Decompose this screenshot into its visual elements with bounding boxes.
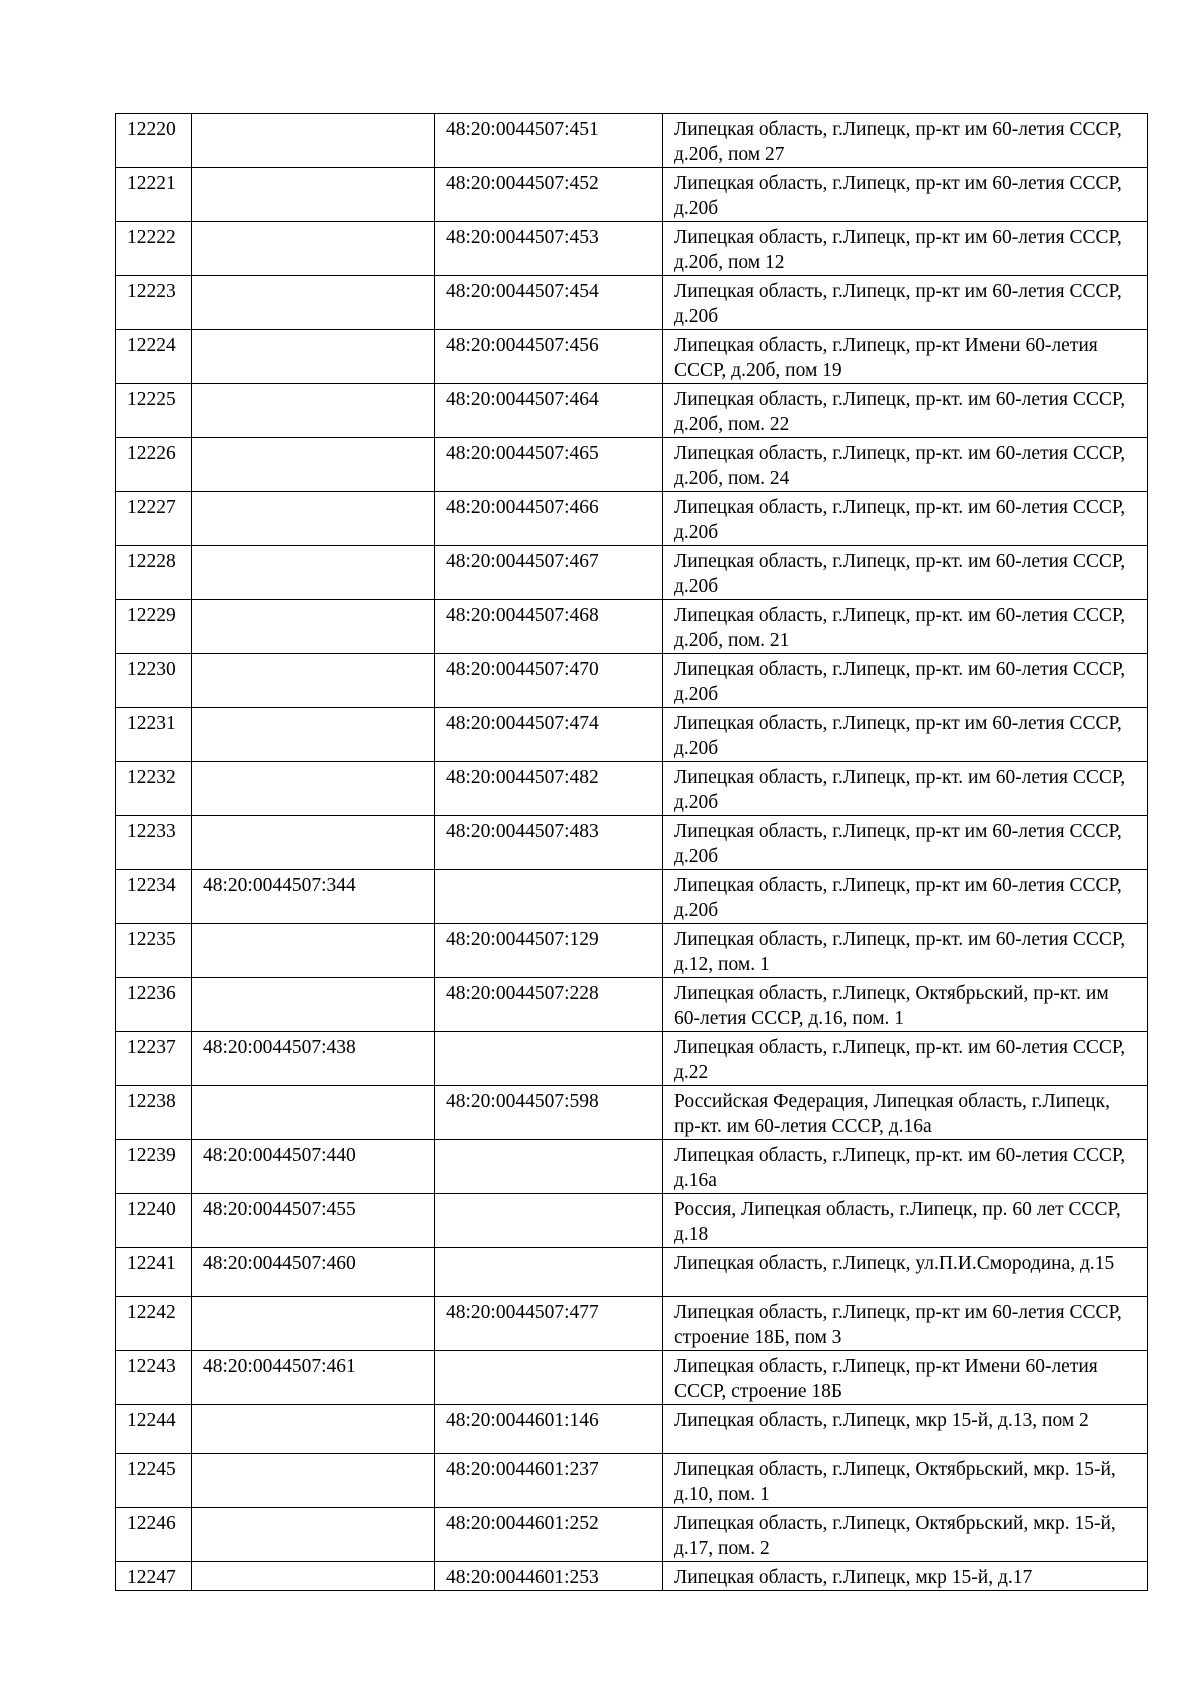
address-cell: Липецкая область, г.Липецк, пр-кт. им 60-летия СССР, д.20б [663,654,1148,708]
table-row [116,1086,1148,1140]
address-cell: Липецкая область, г.Липецк, пр-кт. им 60-летия СССР, д.20б, пом. 24 [663,438,1148,492]
cadastral-number-cell [192,222,435,276]
cadastral-number-cell [192,492,435,546]
cadastral-number-cell: 48:20:0044507:129 [435,924,663,978]
address-cell: Липецкая область, г.Липецк, пр-кт. им 60-летия СССР, д.20б, пом. 21 [663,600,1148,654]
address-cell: Липецкая область, г.Липецк, пр-кт им 60-летия СССР, строение 18Б, пом 3 [663,1297,1148,1351]
row-number-cell: 12238 [116,1086,192,1140]
row-number-cell: 12235 [116,924,192,978]
table-row [116,1194,1148,1248]
table-row [116,492,1148,546]
row-number-cell: 12234 [116,870,192,924]
cadastral-number-cell [435,1140,663,1194]
cadastral-number-cell: 48:20:0044507:477 [435,1297,663,1351]
cadastral-number-cell [435,1194,663,1248]
address-cell: Липецкая область, г.Липецк, пр-кт Имени 60-летия СССР, строение 18Б [663,1351,1148,1405]
cadastral-number-cell: 48:20:0044507:461 [192,1351,435,1405]
address-cell: Липецкая область, г.Липецк, пр-кт. им 60-летия СССР, д.16а [663,1140,1148,1194]
cadastral-number-cell: 48:20:0044507:440 [192,1140,435,1194]
cadastral-number-cell [192,1454,435,1508]
address-cell: Липецкая область, г.Липецк, Октябрьский, мкр. 15-й, д.17, пом. 2 [663,1508,1148,1562]
cadastral-number-cell: 48:20:0044507:451 [435,114,663,168]
address-cell: Липецкая область, г.Липецк, пр-кт. им 60-летия СССР, д.20б [663,546,1148,600]
table-row [116,276,1148,330]
address-cell: Липецкая область, г.Липецк, пр-кт им 60-летия СССР, д.20б [663,708,1148,762]
row-number-cell: 12245 [116,1454,192,1508]
row-number-cell: 12243 [116,1351,192,1405]
cadastral-number-cell [192,1508,435,1562]
row-number-cell: 12237 [116,1032,192,1086]
cadastral-number-cell [192,168,435,222]
cadastral-number-cell [435,1248,663,1297]
cadastral-number-cell: 48:20:0044507:482 [435,762,663,816]
table-row [116,546,1148,600]
cadastral-number-cell: 48:20:0044507:470 [435,654,663,708]
address-cell: Россия, Липецкая область, г.Липецк, пр. 60 лет СССР, д.18 [663,1194,1148,1248]
cadastral-number-cell [192,708,435,762]
cadastral-number-cell [192,384,435,438]
cadastral-number-cell: 48:20:0044507:438 [192,1032,435,1086]
cadastral-number-cell [192,1405,435,1454]
cadastral-number-cell: 48:20:0044507:456 [435,330,663,384]
table-row [116,1140,1148,1194]
address-cell: Липецкая область, г.Липецк, мкр 15-й, д.13, пом 2 [663,1405,1148,1454]
address-cell: Липецкая область, г.Липецк, пр-кт. им 60-летия СССР, д.20б [663,492,1148,546]
row-number-cell: 12232 [116,762,192,816]
table-row [116,708,1148,762]
row-number-cell: 12246 [116,1508,192,1562]
table-row [116,1454,1148,1508]
row-number-cell: 12223 [116,276,192,330]
row-number-cell: 12220 [116,114,192,168]
row-number-cell: 12228 [116,546,192,600]
cadastral-number-cell [192,276,435,330]
address-cell: Липецкая область, г.Липецк, Октябрьский, мкр. 15-й, д.10, пом. 1 [663,1454,1148,1508]
cadastral-number-cell: 48:20:0044507:464 [435,384,663,438]
table-row [116,168,1148,222]
table-row [116,1248,1148,1297]
cadastral-number-cell: 48:20:0044507:344 [192,870,435,924]
cadastral-number-cell [192,330,435,384]
table-row [116,1562,1148,1591]
address-cell: Липецкая область, г.Липецк, пр-кт. им 60-летия СССР, д.20б [663,762,1148,816]
cadastral-number-cell: 48:20:0044601:146 [435,1405,663,1454]
table-row [116,330,1148,384]
address-cell: Липецкая область, г.Липецк, пр-кт им 60-летия СССР, д.20б [663,870,1148,924]
row-number-cell: 12227 [116,492,192,546]
cadastral-number-cell [435,1351,663,1405]
address-cell: Российская Федерация, Липецкая область, г.Липецк, пр-кт. им 60-летия СССР, д.16а [663,1086,1148,1140]
address-cell: Липецкая область, г.Липецк, Октябрьский, пр-кт. им 60-летия СССР, д.16, пом. 1 [663,978,1148,1032]
row-number-cell: 12241 [116,1248,192,1297]
table-row [116,438,1148,492]
table-row [116,222,1148,276]
table-row [116,600,1148,654]
cadastral-number-cell: 48:20:0044507:466 [435,492,663,546]
property-table [115,113,1148,1591]
cadastral-number-cell: 48:20:0044507:452 [435,168,663,222]
row-number-cell: 12236 [116,978,192,1032]
cadastral-number-cell: 48:20:0044507:474 [435,708,663,762]
row-number-cell: 12221 [116,168,192,222]
cadastral-number-cell [192,978,435,1032]
cadastral-number-cell [192,600,435,654]
cadastral-number-cell [435,870,663,924]
cadastral-number-cell: 48:20:0044507:465 [435,438,663,492]
row-number-cell: 12226 [116,438,192,492]
table-row [116,1032,1148,1086]
cadastral-number-cell: 48:20:0044507:467 [435,546,663,600]
address-cell: Липецкая область, г.Липецк, ул.П.И.Смородина, д.15 [663,1248,1148,1297]
cadastral-number-cell [192,438,435,492]
table-row [116,1297,1148,1351]
cadastral-number-cell [192,654,435,708]
cadastral-number-cell: 48:20:0044507:453 [435,222,663,276]
cadastral-number-cell [192,1297,435,1351]
table-row [116,654,1148,708]
row-number-cell: 12231 [116,708,192,762]
address-cell: Липецкая область, г.Липецк, пр-кт им 60-летия СССР, д.20б, пом 12 [663,222,1148,276]
table-row [116,978,1148,1032]
table-row [116,924,1148,978]
table-row [116,1405,1148,1454]
row-number-cell: 12244 [116,1405,192,1454]
table-row [116,870,1148,924]
cadastral-number-cell: 48:20:0044601:237 [435,1454,663,1508]
cadastral-number-cell: 48:20:0044507:483 [435,816,663,870]
table-row [116,1508,1148,1562]
cadastral-number-cell: 48:20:0044507:454 [435,276,663,330]
row-number-cell: 12233 [116,816,192,870]
row-number-cell: 12230 [116,654,192,708]
table-row [116,762,1148,816]
cadastral-number-cell: 48:20:0044507:598 [435,1086,663,1140]
address-cell: Липецкая область, г.Липецк, пр-кт. им 60-летия СССР, д.22 [663,1032,1148,1086]
address-cell: Липецкая область, г.Липецк, пр-кт Имени 60-летия СССР, д.20б, пом 19 [663,330,1148,384]
cadastral-number-cell [192,1562,435,1591]
cadastral-number-cell [192,114,435,168]
cadastral-number-cell [192,1086,435,1140]
row-number-cell: 12242 [116,1297,192,1351]
cadastral-number-cell [192,816,435,870]
cadastral-number-cell: 48:20:0044601:253 [435,1562,663,1591]
address-cell: Липецкая область, г.Липецк, пр-кт им 60-летия СССР, д.20б, пом 27 [663,114,1148,168]
cadastral-number-cell [192,546,435,600]
address-cell: Липецкая область, г.Липецк, пр-кт им 60-летия СССР, д.20б [663,168,1148,222]
cadastral-number-cell: 48:20:0044507:228 [435,978,663,1032]
address-cell: Липецкая область, г.Липецк, пр-кт им 60-летия СССР, д.20б [663,276,1148,330]
row-number-cell: 12247 [116,1562,192,1591]
cadastral-number-cell: 48:20:0044507:468 [435,600,663,654]
row-number-cell: 12222 [116,222,192,276]
row-number-cell: 12225 [116,384,192,438]
property-table-body [116,114,1148,1591]
address-cell: Липецкая область, г.Липецк, пр-кт им 60-летия СССР, д.20б [663,816,1148,870]
cadastral-number-cell [192,924,435,978]
row-number-cell: 12229 [116,600,192,654]
cadastral-number-cell [192,762,435,816]
cadastral-number-cell: 48:20:0044507:460 [192,1248,435,1297]
table-row [116,384,1148,438]
cadastral-number-cell: 48:20:0044601:252 [435,1508,663,1562]
address-cell: Липецкая область, г.Липецк, пр-кт. им 60-летия СССР, д.20б, пом. 22 [663,384,1148,438]
row-number-cell: 12224 [116,330,192,384]
cadastral-number-cell: 48:20:0044507:455 [192,1194,435,1248]
table-row [116,816,1148,870]
row-number-cell: 12239 [116,1140,192,1194]
table-row [116,1351,1148,1405]
address-cell: Липецкая область, г.Липецк, мкр 15-й, д.17 [663,1562,1148,1591]
address-cell: Липецкая область, г.Липецк, пр-кт. им 60-летия СССР, д.12, пом. 1 [663,924,1148,978]
row-number-cell: 12240 [116,1194,192,1248]
cadastral-number-cell [435,1032,663,1086]
table-row [116,114,1148,168]
